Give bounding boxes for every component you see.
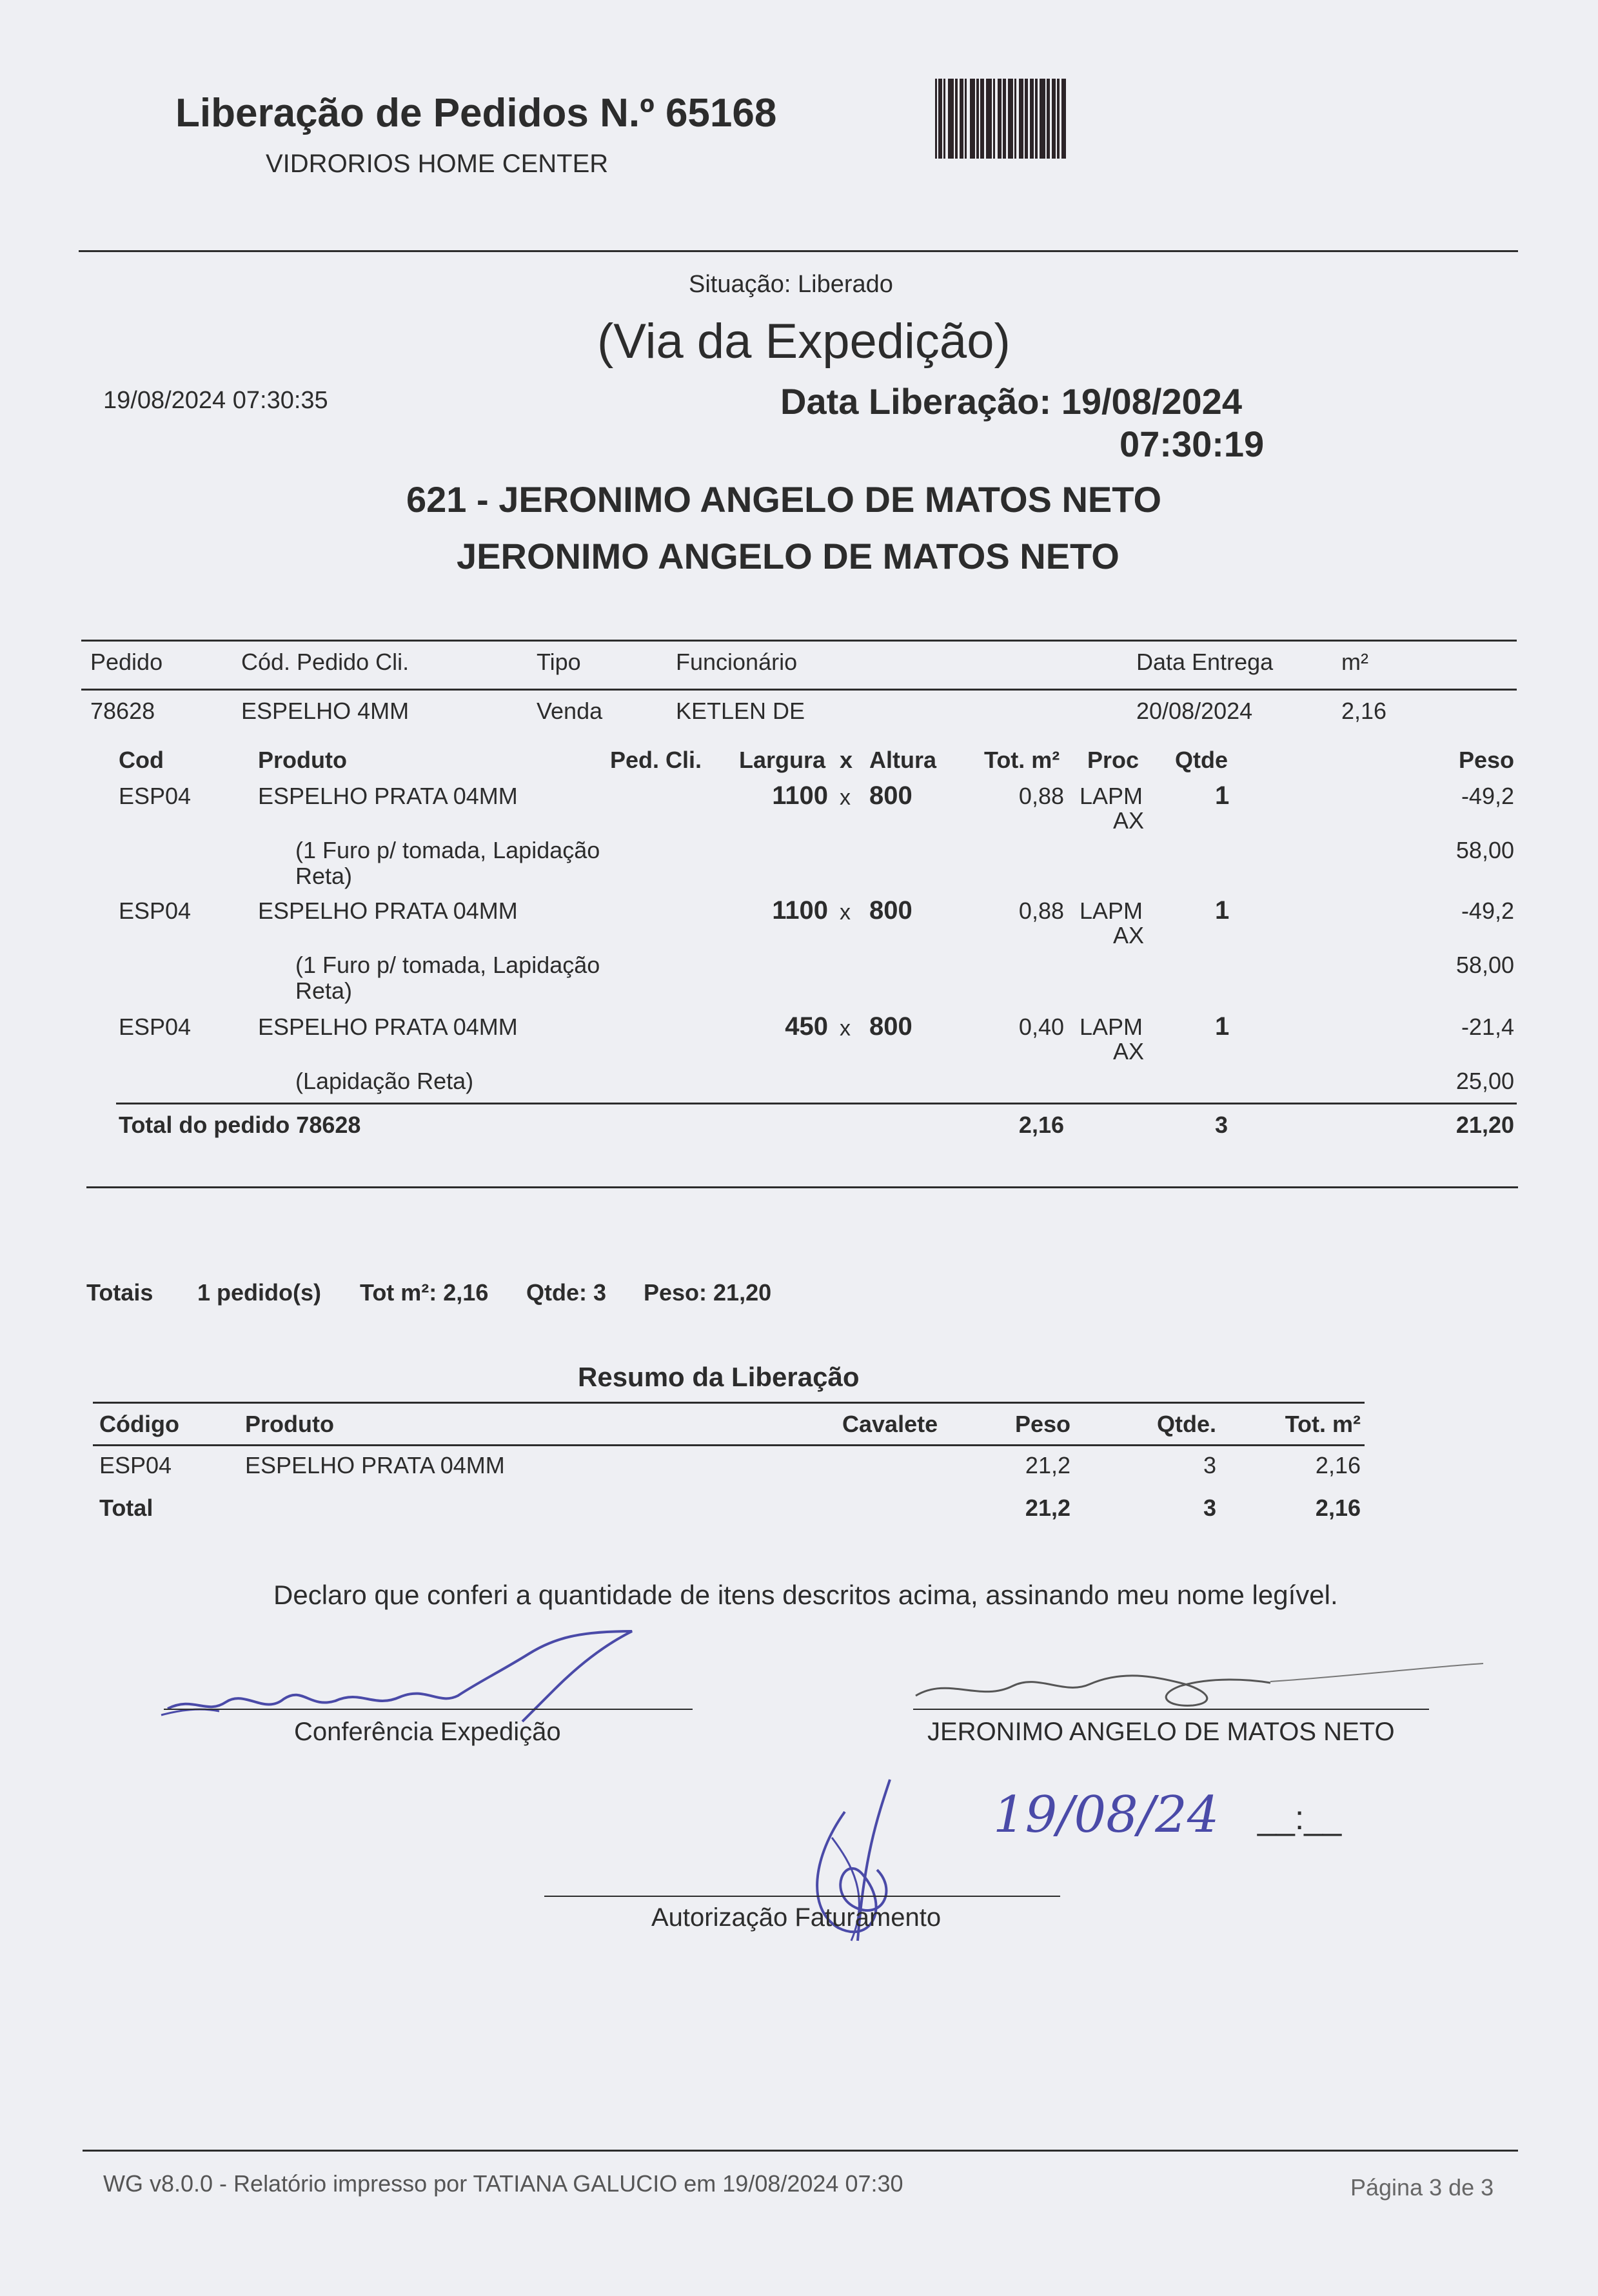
barcode-bar <box>935 79 937 159</box>
barcode-bar <box>986 79 992 159</box>
signature-line-cliente <box>913 1709 1429 1710</box>
item-peso: -49,2 <box>1461 783 1514 809</box>
barcode-bar <box>1052 79 1056 159</box>
items-col-qtde: Qtde <box>1175 747 1228 773</box>
item-tot-m2: 0,40 <box>1018 1014 1064 1040</box>
item-peso-2: 25,00 <box>1455 1068 1514 1094</box>
item-peso-2: 58,00 <box>1455 837 1514 863</box>
client-code-name: 621 - JERONIMO ANGELO DE MATOS NETO <box>406 479 1161 520</box>
barcode-bar <box>948 79 954 159</box>
col-data-entrega: Data Entrega <box>1136 649 1274 675</box>
items-col-cod: Cod <box>119 747 164 773</box>
items-col-tot-m2: Tot. m² <box>984 747 1060 773</box>
barcode-bar <box>960 79 963 159</box>
declaration-text: Declaro que conferi a quantidade de itens descritos acima, assinando meu nome legível. <box>273 1580 1338 1610</box>
items-col-peso: Peso <box>1458 747 1514 773</box>
item-x: x <box>840 1016 851 1041</box>
col-m2: m² <box>1341 649 1368 675</box>
resumo-peso: 21,2 <box>1025 1452 1070 1478</box>
col-pedido: Pedido <box>90 649 163 675</box>
resumo-top-rule <box>93 1402 1365 1404</box>
order-total-peso: 21,20 <box>1455 1112 1514 1138</box>
via-label: (Via da Expedição) <box>597 314 1011 369</box>
order-total-qtde: 3 <box>1215 1112 1228 1138</box>
item-largura: 450 <box>785 1012 828 1041</box>
barcode-bar <box>998 79 1001 159</box>
item-proc: LAPM <box>1080 783 1143 809</box>
header-divider <box>79 250 1518 252</box>
order-table-header-rule <box>81 689 1517 691</box>
barcode-bar <box>1008 79 1013 159</box>
resumo-total-tot-m2: 2,16 <box>1315 1495 1361 1521</box>
resumo-col-codigo: Código <box>99 1411 179 1437</box>
barcode <box>935 79 1185 159</box>
time-blank: __:__ <box>1258 1800 1342 1837</box>
items-col-ped-cli: Ped. Cli. <box>610 747 702 773</box>
barcode-bar <box>965 79 967 159</box>
signature-label-cliente: JERONIMO ANGELO DE MATOS NETO <box>927 1718 1395 1746</box>
item-tot-m2: 0,88 <box>1018 783 1064 809</box>
totais-peso: Peso: 21,20 <box>644 1279 772 1306</box>
items-total-rule <box>116 1103 1517 1104</box>
signature-line-conferencia <box>164 1709 693 1710</box>
item-cod: ESP04 <box>119 898 192 924</box>
barcode-bar <box>970 79 975 159</box>
barcode-bar <box>980 79 984 159</box>
print-datetime: 19/08/2024 07:30:35 <box>103 387 328 414</box>
resumo-total-label: Total <box>99 1495 153 1521</box>
totais-m2: Tot m²: 2,16 <box>360 1279 489 1306</box>
order-tipo: Venda <box>537 698 603 724</box>
barcode-bar <box>955 79 958 159</box>
barcode-bar <box>1014 79 1016 159</box>
resumo-codigo: ESP04 <box>99 1452 172 1478</box>
barcode-bar <box>1035 79 1038 159</box>
item-altura: 800 <box>869 896 912 925</box>
barcode-bar <box>1061 79 1066 159</box>
order-m2: 2,16 <box>1341 698 1387 724</box>
item-produto: ESPELHO PRATA 04MM <box>258 898 518 924</box>
resumo-col-cavalete: Cavalete <box>842 1411 938 1437</box>
item-peso: -21,4 <box>1461 1014 1514 1040</box>
barcode-bar <box>1019 79 1023 159</box>
barcode-bar <box>1025 79 1028 159</box>
item-obs: (1 Furo p/ tomada, Lapidação <box>295 837 600 863</box>
resumo-total-qtde: 3 <box>1203 1495 1216 1521</box>
release-time: 07:30:19 <box>1120 424 1265 464</box>
barcode-bar <box>976 79 979 159</box>
resumo-tot-m2: 2,16 <box>1315 1452 1361 1478</box>
item-qtde: 1 <box>1215 781 1230 810</box>
document-title: Liberação de Pedidos N.º 65168 <box>175 91 777 135</box>
handwritten-date: 19/08/24 <box>993 1786 1219 1844</box>
section-divider <box>86 1186 1518 1188</box>
col-tipo: Tipo <box>537 649 581 675</box>
order-cod-pedido-cli: ESPELHO 4MM <box>241 698 409 724</box>
resumo-header-rule <box>93 1444 1365 1446</box>
footer-printed-by: WG v8.0.0 - Relatório impresso por TATIANA GALUCIO em 19/08/2024 07:30 <box>103 2170 903 2197</box>
release-date: Data Liberação: 19/08/2024 <box>780 381 1242 422</box>
resumo-total-peso: 21,2 <box>1025 1495 1070 1521</box>
item-peso: -49,2 <box>1461 898 1514 924</box>
barcode-bar <box>993 79 995 159</box>
order-pedido: 78628 <box>90 698 155 724</box>
company-name: VIDRORIOS HOME CENTER <box>266 150 609 178</box>
item-cod: ESP04 <box>119 783 192 809</box>
client-name: JERONIMO ANGELO DE MATOS NETO <box>457 536 1120 576</box>
item-proc-2: AX <box>1113 807 1145 834</box>
item-qtde: 1 <box>1215 896 1230 925</box>
item-obs: (1 Furo p/ tomada, Lapidação <box>295 952 600 978</box>
item-largura: 1100 <box>772 896 828 925</box>
barcode-bar <box>1003 79 1006 159</box>
order-table-top-rule <box>81 640 1517 642</box>
resumo-qtde: 3 <box>1203 1452 1216 1478</box>
item-x: x <box>840 785 851 810</box>
item-proc-2: AX <box>1113 922 1145 948</box>
signature-label-autorizacao: Autorização Faturamento <box>651 1903 942 1932</box>
item-proc-2: AX <box>1113 1038 1145 1065</box>
col-cod-pedido-cli: Cód. Pedido Cli. <box>241 649 409 675</box>
item-proc: LAPM <box>1080 1014 1143 1040</box>
item-altura: 800 <box>869 781 912 810</box>
resumo-col-peso: Peso <box>1014 1411 1070 1437</box>
item-obs-2: Reta) <box>295 863 353 889</box>
barcode-bar <box>938 79 942 159</box>
barcode-bar <box>943 79 945 159</box>
item-obs-2: Reta) <box>295 977 353 1004</box>
col-funcionario: Funcionário <box>676 649 798 675</box>
resumo-col-qtde: Qtde. <box>1156 1411 1216 1437</box>
item-cod: ESP04 <box>119 1014 192 1040</box>
item-altura: 800 <box>869 1012 912 1041</box>
totais-pedidos: 1 pedido(s) <box>197 1279 322 1306</box>
item-obs: (Lapidação Reta) <box>295 1068 474 1094</box>
signature-conferencia <box>155 1625 658 1728</box>
resumo-produto: ESPELHO PRATA 04MM <box>245 1452 505 1478</box>
resumo-col-tot-m2: Tot. m² <box>1285 1411 1361 1437</box>
order-total-label: Total do pedido 78628 <box>119 1112 361 1138</box>
order-total-m2: 2,16 <box>1018 1112 1064 1138</box>
item-tot-m2: 0,88 <box>1018 898 1064 924</box>
item-peso-2: 58,00 <box>1455 952 1514 978</box>
barcode-bar <box>1057 79 1060 159</box>
items-col-produto: Produto <box>258 747 347 773</box>
status-text: Situação: Liberado <box>689 271 893 298</box>
item-x: x <box>840 900 851 925</box>
item-proc: LAPM <box>1080 898 1143 924</box>
totais-qtde: Qtde: 3 <box>526 1279 607 1306</box>
items-col-x: x <box>840 747 853 773</box>
footer-rule <box>83 2150 1518 2152</box>
resumo-col-produto: Produto <box>245 1411 334 1437</box>
totais-label: Totais <box>86 1279 153 1306</box>
item-produto: ESPELHO PRATA 04MM <box>258 783 518 809</box>
signature-line-autorizacao <box>544 1896 1060 1897</box>
item-produto: ESPELHO PRATA 04MM <box>258 1014 518 1040</box>
item-qtde: 1 <box>1215 1012 1230 1041</box>
barcode-bar <box>1030 79 1034 159</box>
signature-label-conferencia: Conferência Expedição <box>294 1718 561 1746</box>
footer-page-number: Página 3 de 3 <box>1350 2174 1494 2201</box>
barcode-bar <box>1040 79 1045 159</box>
resumo-title: Resumo da Liberação <box>578 1362 860 1392</box>
item-largura: 1100 <box>772 781 828 810</box>
barcode-bar <box>1047 79 1050 159</box>
items-col-largura: Largura <box>739 747 826 773</box>
order-funcionario: KETLEN DE <box>676 698 805 724</box>
items-col-proc: Proc <box>1087 747 1139 773</box>
items-col-altura: Altura <box>869 747 937 773</box>
order-data-entrega: 20/08/2024 <box>1136 698 1253 724</box>
signature-cliente <box>909 1651 1490 1722</box>
